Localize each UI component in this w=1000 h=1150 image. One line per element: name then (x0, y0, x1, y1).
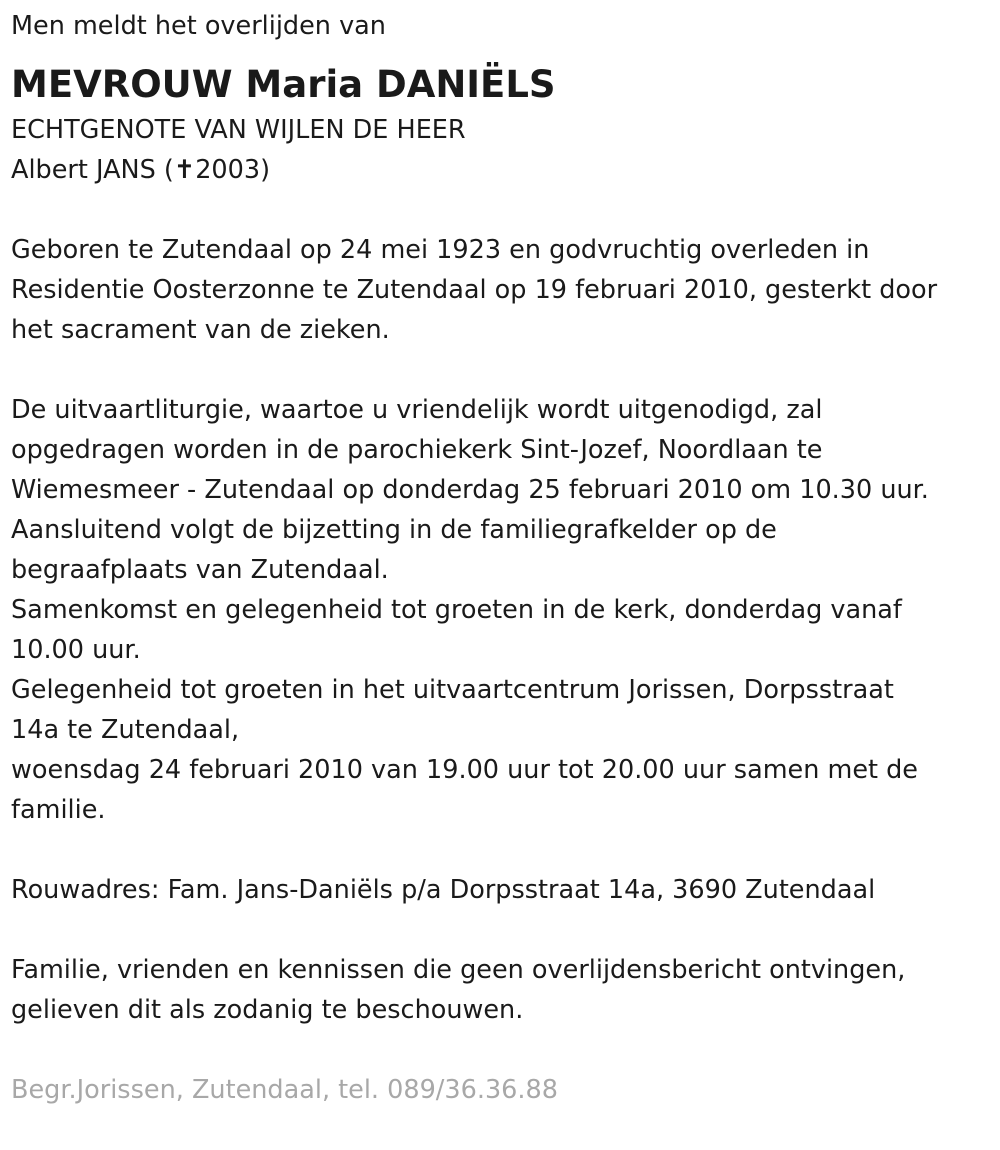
spouse-name: Albert JANS ( (11, 155, 174, 185)
spouse-title: ECHTGENOTE VAN WIJLEN DE HEER (11, 115, 466, 145)
paragraph-line: 14a te Zutendaal, (11, 715, 240, 745)
funeral-paragraph (11, 390, 986, 830)
paragraph-line: Geboren te Zutendaal op 24 mei 1923 en godvruchtig overleden in (11, 235, 870, 265)
paragraph-line: 10.00 uur. (11, 635, 141, 665)
paragraph-line: het sacrament van de zieken. (11, 315, 390, 345)
paragraph-line: opgedragen worden in de parochiekerk Sint-Jozef, Noordlaan te (11, 435, 823, 465)
intro-text: Men meldt het overlijden van (11, 11, 386, 41)
paragraph-line: Wiemesmeer - Zutendaal op donderdag 25 februari 2010 om 10.30 uur. (11, 475, 929, 505)
spacer (11, 1030, 986, 1070)
paragraph-line: De uitvaartliturgie, waartoe u vriendelijk wordt uitgenodigd, zal (11, 395, 823, 425)
birth-paragraph (11, 230, 986, 350)
paragraph-line: Aansluitend volgt de bijzetting in de familiegrafkelder op de (11, 515, 777, 545)
paragraph-line: familie. (11, 795, 106, 825)
spacer (11, 910, 986, 950)
death-notice (11, 6, 986, 1110)
deceased-name: MEVROUW Maria DANIËLS (11, 63, 556, 106)
paragraph-line: Samenkomst en gelegenheid tot groeten in de kerk, donderdag vanaf (11, 595, 902, 625)
cross-icon: ✝ (173, 155, 196, 185)
spacer (11, 350, 986, 390)
spacer (11, 190, 986, 230)
paragraph-line: Gelegenheid tot groeten in het uitvaartcentrum Jorissen, Dorpsstraat (11, 675, 894, 705)
paragraph-line: Residentie Oosterzonne te Zutendaal op 19 februari 2010, gesterkt door (11, 275, 938, 305)
paragraph-line: Familie, vrienden en kennissen die geen overlijdensbericht ontvingen, (11, 955, 906, 985)
paragraph-line: woensdag 24 februari 2010 van 19.00 uur tot 20.00 uur samen met de (11, 755, 918, 785)
funeral-home-footer: Begr.Jorissen, Zutendaal, tel. 089/36.36.88 (11, 1075, 558, 1105)
closing-paragraph (11, 950, 986, 1030)
spacer (11, 830, 986, 870)
mourning-address: Rouwadres: Fam. Jans-Daniëls p/a Dorpsstraat 14a, 3690 Zutendaal (11, 875, 876, 905)
spouse-line (11, 150, 986, 190)
paragraph-line: begraafplaats van Zutendaal. (11, 555, 389, 585)
spouse-death-year: 2003) (195, 155, 271, 185)
paragraph-line: gelieven dit als zodanig te beschouwen. (11, 995, 524, 1025)
